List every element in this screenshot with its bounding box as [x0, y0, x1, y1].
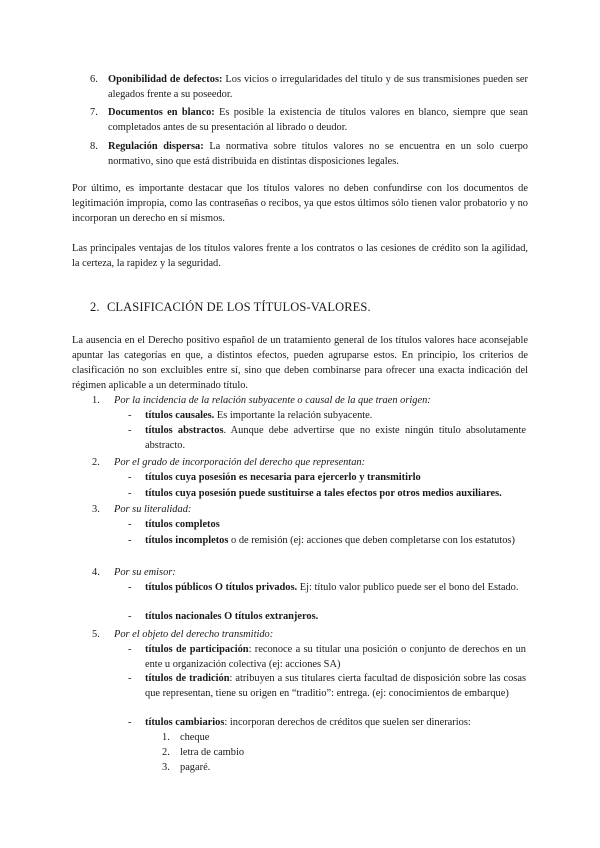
paragraph: La ausencia en el Derecho positivo español de un tratamiento general de los títulos valores hace aconsejable apuntar las categorías en que, a distintos efectos, pueden agruparse estos. En principio, los criterios de clasificación no son excluibles entre sí, sino que deben combinarse para ofrecer una exacta indicación del régimen aplicable a un determinado título.	[72, 335, 528, 391]
criterion-label: 2. Por el grado de incorporación del derecho que representan:	[92, 457, 366, 468]
dash-bullet: -	[128, 425, 132, 436]
section-heading	[90, 300, 371, 315]
criterion-number: 5.	[92, 629, 100, 640]
list-item-text: Los vicios o irregularidades del título y de sus transmisiones pueden ser alegados frente a su poseedor.	[108, 74, 528, 100]
list-item	[90, 72, 528, 102]
dash-bullet: -	[128, 472, 132, 483]
criterion-number: 2.	[92, 457, 100, 468]
paragraph: Las principales ventajas de los títulos valores frente a los contratos o las cesiones de crédito son la agilidad, la certeza, la rapidez y la seguridad.	[72, 243, 528, 269]
sub-list-item: 3. pagaré.	[162, 762, 211, 773]
criterion-number: 4.	[92, 567, 100, 578]
section-title: CLASIFICACIÓN DE LOS TÍTULOS-VALORES.	[107, 300, 371, 314]
list-item	[90, 139, 528, 169]
criterion-label: 3. Por su literalidad:	[92, 504, 192, 515]
list-item: - títulos cuya posesión es necesaria para ejercerlo y transmitirlo	[128, 472, 421, 483]
criterion-number: 3.	[92, 504, 100, 515]
dash-bullet: -	[128, 410, 132, 421]
list-item-term: Regulación dispersa:	[108, 141, 204, 152]
dash-bullet: -	[128, 717, 132, 728]
dash-bullet: -	[128, 535, 132, 546]
sub-list-item: 1. cheque	[162, 732, 210, 743]
list-item-term: Documentos en blanco:	[108, 107, 215, 118]
list-item: - títulos causales. Es importante la relación subyacente.	[128, 410, 373, 421]
list-number: 8.	[90, 141, 98, 152]
list-item: - títulos cuya posesión puede sustituirse a tales efectos por otros medios auxiliares.	[128, 488, 502, 499]
dash-bullet: -	[128, 644, 132, 655]
dash-bullet: -	[128, 582, 132, 593]
list-item: - títulos públicos O títulos privados. Ej: título valor publico puede ser el bono del Estado.	[128, 582, 519, 593]
list-item: - títulos abstractos. Aunque debe advertirse que no existe ningún título absolutamente abstracto.	[128, 425, 526, 451]
list-item: - títulos de participación: reconoce a su titular una posición o conjunto de derechos en un ente u organización colectiva (ej: acciones SA)	[128, 644, 526, 670]
list-item: - títulos incompletos o de remisión (ej: acciones que deben completarse con los estatutos)	[128, 535, 515, 546]
dash-bullet: -	[128, 519, 132, 530]
dash-bullet: -	[128, 611, 132, 622]
criterion-number: 1.	[92, 395, 100, 406]
list-item: - títulos cambiarios: incorporan derechos de créditos que suelen ser dinerarios:	[128, 717, 471, 728]
criterion-label: 4. Por su emisor:	[92, 567, 176, 578]
list-item-term: Oponibilidad de defectos:	[108, 74, 223, 85]
list-item-text: La normativa sobre títulos valores no se encuentra en un solo cuerpo normativo, sino que está distribuida en distintas disposiciones legales.	[108, 141, 528, 167]
list-item: - títulos de tradición: atribuyen a sus titulares cierta facultad de disposición sobre las cosas que representan, tiene su origen en “traditio”: entrega. (ej: conocimientos de embarque)	[128, 673, 526, 699]
list-item	[90, 105, 528, 135]
list-item: - títulos nacionales O títulos extranjeros.	[128, 611, 319, 622]
list-number: 6.	[90, 74, 98, 85]
dash-bullet: -	[128, 673, 132, 684]
section-number: 2.	[90, 300, 100, 314]
criterion-label: 1. Por la incidencia de la relación subyacente o causal de la que traen origen:	[92, 395, 431, 406]
sub-list-item: 2. letra de cambio	[162, 747, 245, 758]
paragraph: Por último, es importante destacar que los títulos valores no deben confundirse con los documentos de legitimación impropia, como las contraseñas o recibos, ya que estos últimos sólo tienen valor probatorio y no incorporan un derecho en sí mismos.	[72, 183, 528, 224]
criterion-label: 5. Por el objeto del derecho transmitido:	[92, 629, 274, 640]
list-number: 7.	[90, 107, 98, 118]
dash-bullet: -	[128, 488, 132, 499]
list-item-text: Es posible la existencia de títulos valores en blanco, siempre que sean completados antes de su presentación al librado o deudor.	[108, 107, 529, 133]
list-item: - títulos completos	[128, 519, 220, 530]
